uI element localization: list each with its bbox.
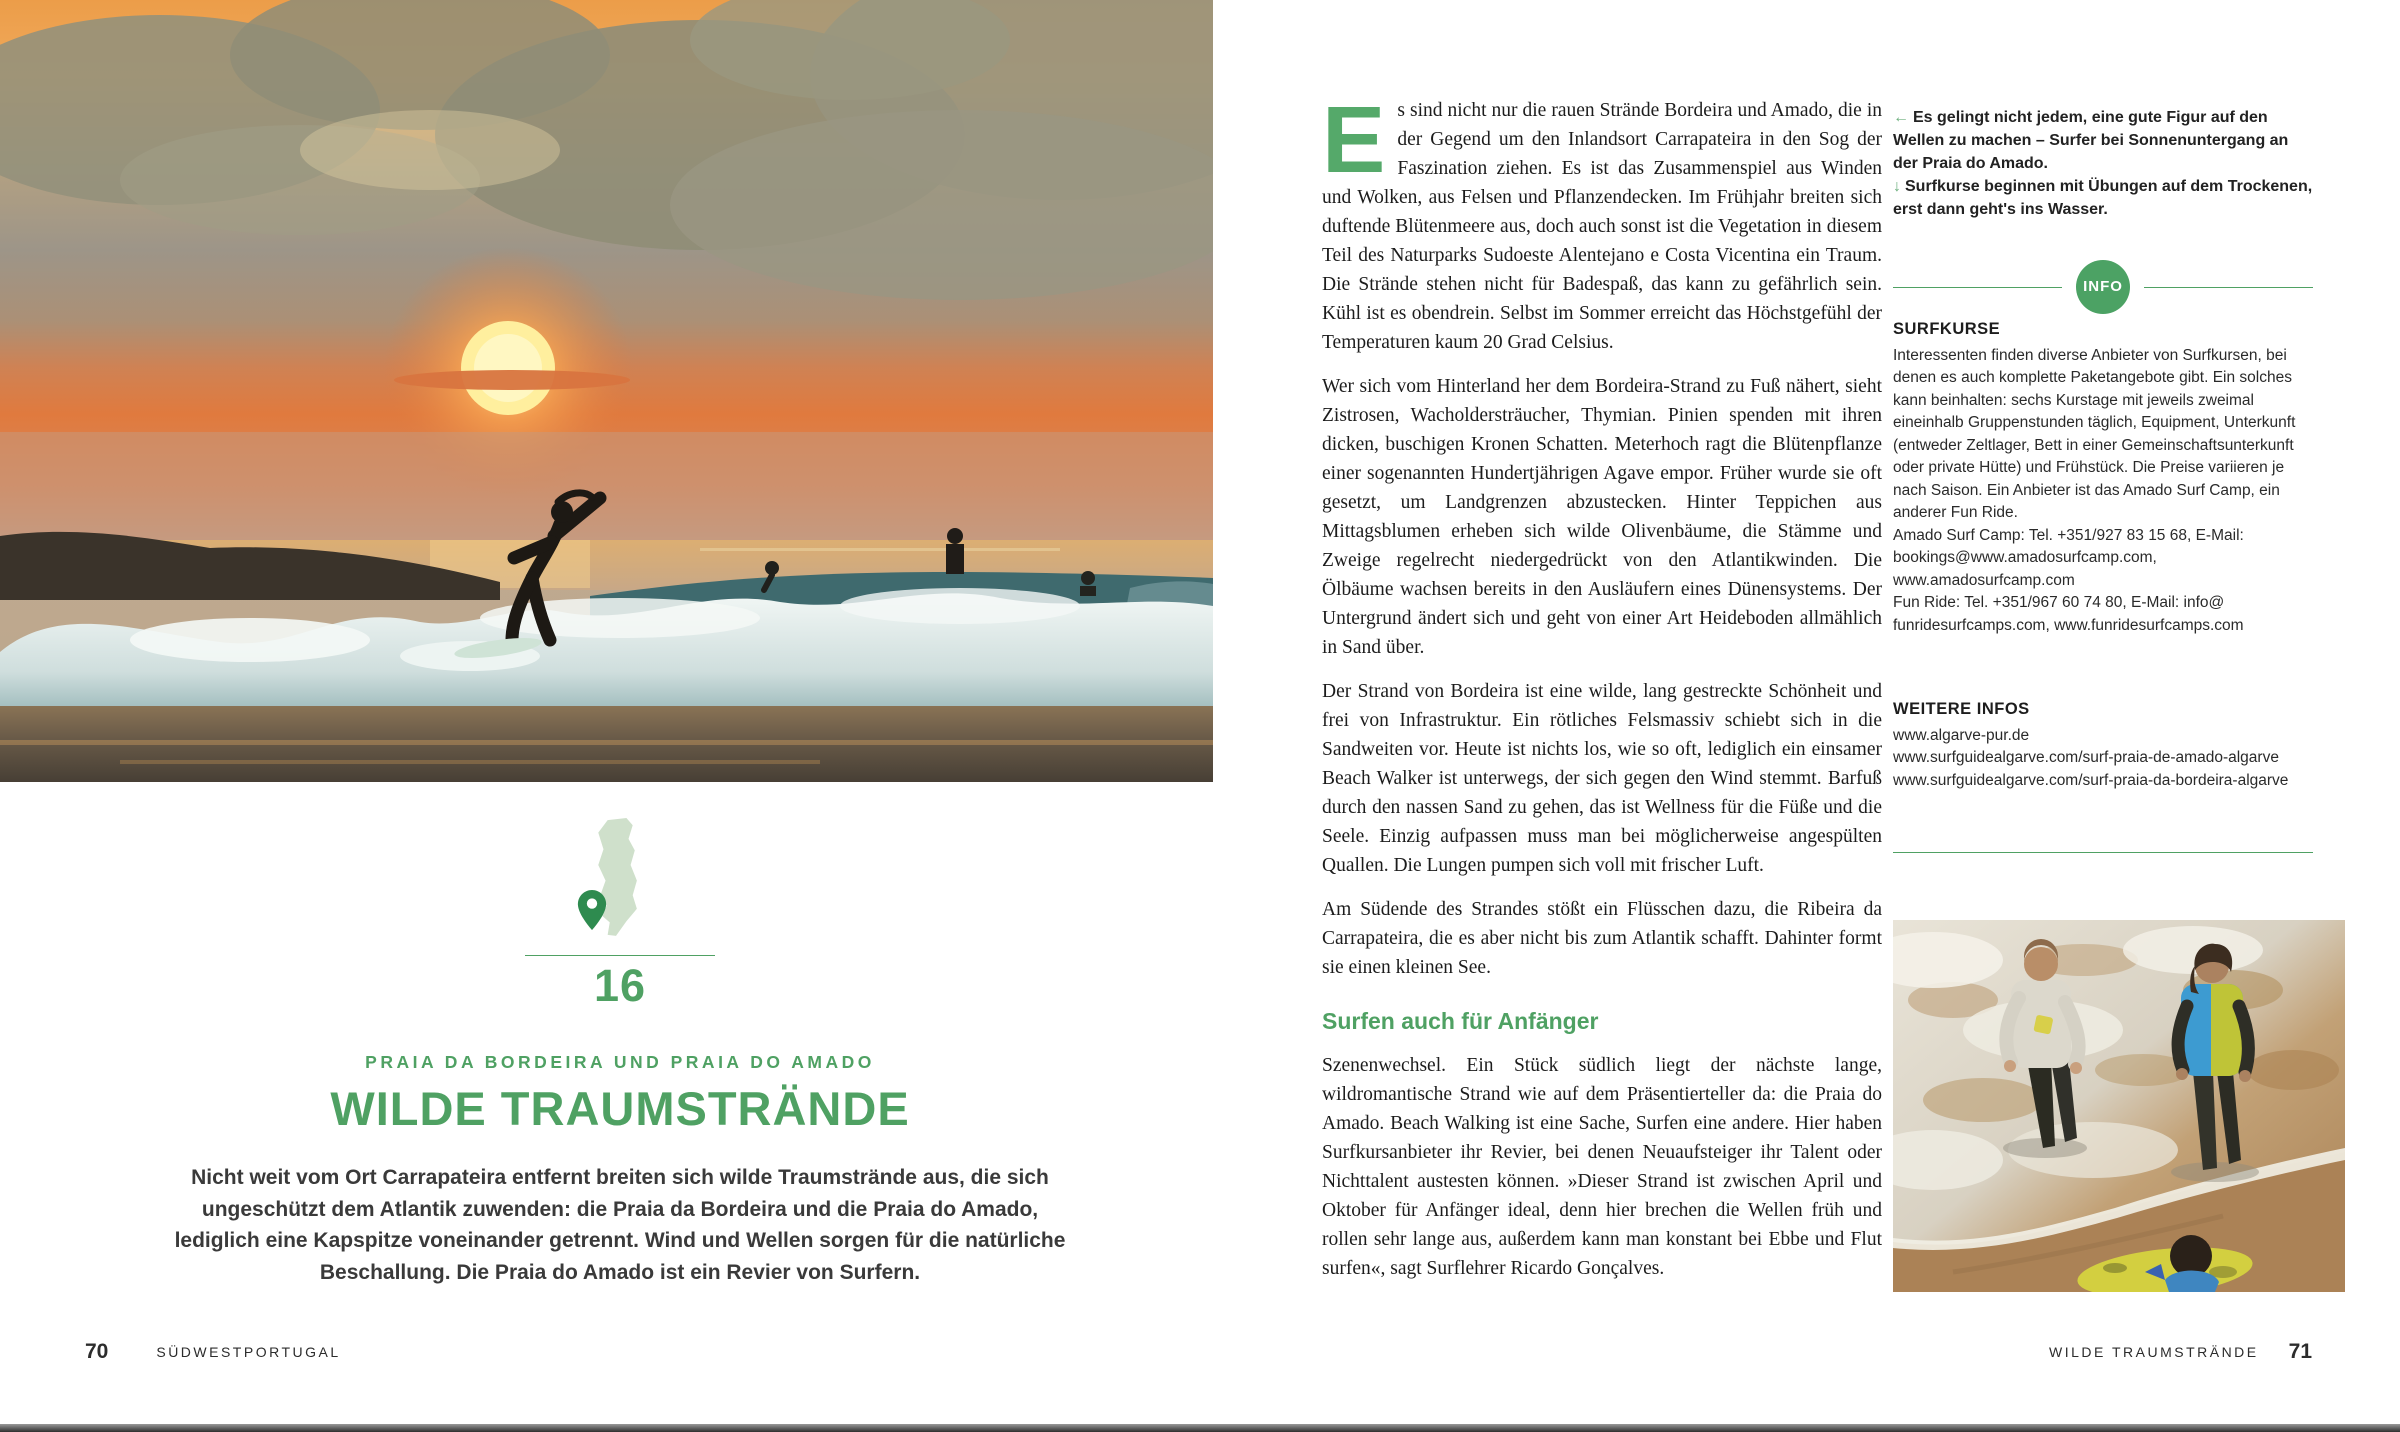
surfkurse-heading: SURFKURSE: [1893, 320, 2001, 338]
divider-line: [1893, 287, 2062, 288]
left-page-number: 70: [85, 1340, 109, 1363]
kicker: PRAIA DA BORDEIRA UND PRAIA DO AMADO: [365, 1052, 875, 1072]
right-page-number: 71: [2288, 1340, 2312, 1363]
surfkurse-section: [1893, 318, 2313, 637]
left-page-heading-block: [20, 818, 1220, 1288]
weitere-infos-heading: WEITERE INFOS: [1893, 700, 2030, 718]
sidebar-bottom-rule: [1893, 852, 2313, 853]
divider-line: [2144, 287, 2313, 288]
arrow-left-icon: ←: [1893, 109, 1909, 126]
article-subheading: Surfen auch für Anfänger: [1322, 1008, 1599, 1034]
caption-text: Es gelingt nicht jedem, eine gute Figur auf den Wellen zu machen – Surfer bei Sonnenuntergang an der Praia do Amado.: [1893, 109, 2289, 172]
left-footer-section: SÜDWESTPORTUGAL: [156, 1344, 341, 1360]
hero-photo-surfer-sunset: [0, 0, 1213, 782]
caption-text: Surfkurse beginnen mit Übungen auf dem Trockenen, erst dann geht's ins Wasser.: [1893, 178, 2313, 218]
arrow-down-icon: ↓: [1893, 178, 1901, 195]
portugal-map-icon: [545, 818, 695, 940]
intro-paragraph: Nicht weit vom Ort Carrapateira entfernt breiten sich wilde Traumstrände aus, die sich ungeschützt dem Atlantik zuwenden: die Praia da Bordeira und die Praia do Amado, lediglich eine Kapspitze voneinander getrennt. Wind und Wellen sorgen für die natürliche Beschallung. Die Praia do Amado ist ein Revier von Surfern.: [174, 1166, 1066, 1284]
number-rule: [525, 955, 715, 956]
hero-photo-illustration: [0, 0, 1213, 782]
paragraph-text: s sind nicht nur die rauen Strände Bordeira und Amado, die in der Gegend um den Inlandsort Carrapateira in den Sog der Faszination ziehen. Es ist das Zusammenspiel aus Winden und Wolken, aus Felsen und Pflanzendecken. Im Frühjahr breiten sich duftende Blütenmeere aus, doch auch sonst ist die Vegetation in diesem Teil des Naturparks Sudoeste Alentejano e Costa Vicentina ein Traum. Die Strände stehen nicht für Badespaß, das kann zu gefährlich sein. Kühl ist es obendrein. Selbst im Sommer erreicht das Höchstgefühl der Temperaturen kaum 20 Grad Celsius.: [1322, 100, 1882, 353]
right-page-footer: [2049, 1340, 2312, 1364]
side-photo-surf-students: [1893, 920, 2345, 1292]
location-pin-icon: [577, 890, 607, 930]
page-title: WILDE TRAUMSTRÄNDE: [330, 1082, 910, 1135]
paragraph: Der Strand von Bordeira ist eine wilde, lang gestreckte Schönheit und frei von Infrastruktur. Ein rötliches Felsmassiv schiebt sich in die Sandweiten vor. Heute ist nichts los, wie so oft, lediglich ein einsamer Beach Walker ist unterwegs, der sich gegen den Wind stemmt. Barfuß durch den nassen Sand zu gehen, das ist Wellness für die Füße und die Seele. Einzig aufpassen muss man bei möglicherweise angespülten Quallen. Die Lungen pumpen sich voll mit frischer Luft.: [1322, 681, 1882, 876]
info-badge: INFO: [2076, 260, 2130, 314]
paragraph: Szenenwechsel. Ein Stück südlich liegt der nächste lange, wildromantische Strand wie auf dem Präsentierteller da: die Praia do Amado. Beach Walking ist eine Sache, Surfen eine andere. Hier haben Surfkursanbieter ihr Revier, bei denen Neuaufsteiger ihr Talent oder Nichttalent austesten können. »Dieser Strand ist zwischen April und Oktober für Anfänger ideal, denn hier brechen die Wellen früh und rollen sehr lange aus, außerdem kann man konstant bei Ebbe und Flut surfen«, sagt Surflehrer Ricardo Gonçalves.: [1322, 1055, 1882, 1279]
paragraph: Wer sich vom Hinterland her dem Bordeira-Strand zu Fuß nähert, sieht Zistrosen, Wacholdersträucher, Thymian. Pinien spenden mit ihren dicken, buschigen Kronen Schatten. Meterhoch ragt die Blütenpflanze einer sogenannten Hundertjährigen Agave empor. Früher wurde sie oft gesetzt, um Landgrenzen abzustecken. Hinter Teppichen aus Mittagsblumen erheben sich wilde Olivenbäume, die Stämme und Zweige regelrecht niedergedrückt von den Atlantikwinden. Die Ölbäume wachsen bereits in den Ausläufern eines Dünensystems. Der Untergrund ändert sich und geht von einer Art Heideboden allmählich in Sand über.: [1322, 376, 1882, 658]
info-divider: [1893, 260, 2313, 314]
article-body: [1322, 87, 1882, 1298]
info-link: www.surfguidealgarve.com/surf-praia-da-bordeira-algarve: [1893, 771, 2289, 789]
right-footer-section: WILDE TRAUMSTRÄNDE: [2048, 1344, 2259, 1360]
surfkurse-contact: Amado Surf Camp: Tel. +351/927 83 15 68, E-Mail: bookings@www.amadosurfcamp.com, www.amadosurfcamp.com: [1893, 526, 2244, 589]
side-photo-illustration: [1893, 920, 2345, 1292]
drop-cap: E: [1322, 87, 1386, 193]
photo-captions: [1893, 106, 2313, 221]
page-bottom-edge: [0, 1424, 2400, 1432]
info-link: www.surfguidealgarve.com/surf-praia-de-amado-algarve: [1893, 749, 2279, 766]
weitere-infos-section: [1893, 698, 2313, 792]
paragraph: Am Südende des Strandes stößt ein Flüsschen dazu, die Ribeira da Carrapateira, die es aber nicht bis zum Atlantik schafft. Dahinter formt sie einen kleinen See.: [1322, 899, 1882, 978]
surfkurse-contact: Fun Ride: Tel. +351/967 60 74 80, E-Mail: info@ funridesurfcamps.com, www.funridesurfcamps.com: [1893, 594, 2244, 634]
left-page-footer: [85, 1340, 341, 1364]
info-link: www.algarve-pur.de: [1893, 726, 2030, 744]
spot-number: 16: [593, 960, 647, 1011]
paragraph: [1322, 87, 1882, 357]
surfkurse-body: Interessenten finden diverse Anbieter von Surfkursen, bei denen es auch komplette Paketangebote gibt. Ein solches kann beinhalten: sechs Kurstage mit jeweils zweimal eineinhalb Gruppenstunden täglich, Equipment, Unterkunft (entweder Zeltlager, Bett in einer Gemeinschaftsunterkunft oder private Hütte) und Frühstück. Die Preise variieren je nach Saison. Ein Anbieter ist das Amado Surf Camp, ein anderer Fun Ride.: [1893, 346, 2296, 521]
